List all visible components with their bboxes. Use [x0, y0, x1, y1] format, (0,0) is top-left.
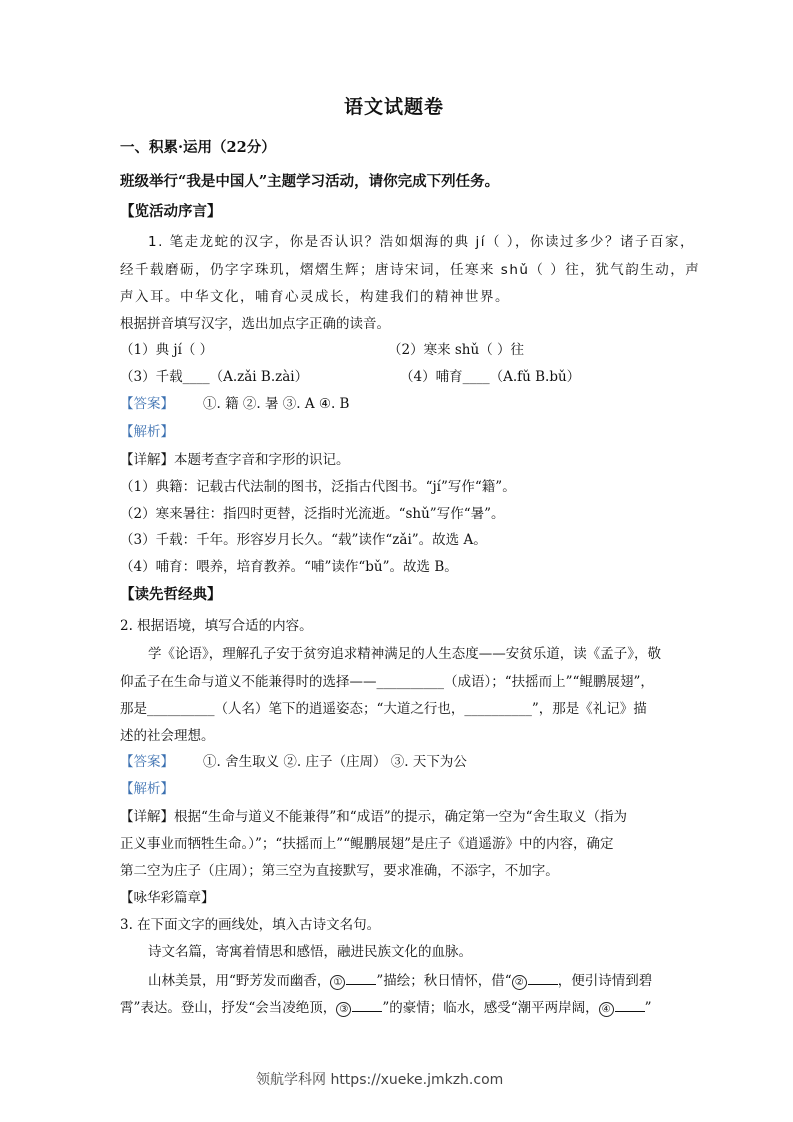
section-heading-1: 【览活动序言】	[120, 203, 222, 220]
answer-label: 【答案】	[120, 754, 174, 770]
question-item: （3）千载____（A.zǎi B.zài）	[120, 369, 309, 385]
blank-line	[615, 997, 645, 1012]
passage-line: 诗文名篇，寄寓着情思和感悟，融进民族文化的血脉。	[148, 944, 472, 960]
detail-line: 正义事业而牺牲生命。）”；“扶摇而上”“鲲鹏展翅”是庄子《逍遥游》中的内容，确定	[120, 836, 614, 852]
passage-text: ”	[644, 1000, 652, 1016]
passage-line: 学《论语》，理解孔子安于贫穷追求精神满足的人生态度——安贫乐道，读《孟子》，敬	[148, 646, 661, 662]
section-heading-3: 【咏华彩篇章】	[120, 890, 215, 906]
section-heading-2: 【读先哲经典】	[120, 586, 222, 603]
question-item: （1）典 jí（ ）	[120, 342, 214, 358]
blank-number: ①	[330, 975, 345, 990]
analysis-label: 【解析】	[120, 781, 174, 797]
answer-text: ①. 舍生取义 ②. 庄子（庄周） ③. 天下为公	[203, 754, 467, 770]
question: 3. 在下面文字的画线处，填入古诗文名句。	[120, 917, 381, 933]
detail-line: （1）典籍：记载古代法制的图书，泛指古代图书。“jí”写作“籍”。	[120, 479, 516, 495]
answer-label: 【答案】	[120, 396, 174, 412]
analysis-label: 【解析】	[120, 424, 174, 440]
blank-number: ③	[336, 1002, 351, 1017]
answer-text: ①. 籍 ②. 暑 ③. A ④. B	[203, 396, 350, 412]
question-item: （4）哺育____（A.fǔ B.bǔ）	[400, 369, 581, 385]
page-title: 语文试题卷	[344, 96, 445, 118]
passage-line: 仰孟子在生命与道义不能兼得时的选择——__________（成语）；“扶摇而上”“鲲鹏展翅”，	[120, 674, 654, 690]
blank-number: ④	[599, 1002, 614, 1017]
blank-line	[528, 970, 558, 985]
question: 2. 根据语境，填写合适的内容。	[120, 618, 313, 634]
footer-watermark: 领航学科网 https://xueke.jmkzh.com	[256, 1072, 504, 1088]
passage-line	[148, 970, 652, 990]
passage-line: 声入耳。中华文化，哺育心灵成长，构建我们的精神世界。	[120, 289, 510, 305]
part-heading: 一、积累·运用（22分）	[120, 139, 276, 156]
blank-number: ②	[512, 975, 527, 990]
detail-line: 【详解】本题考查字音和字形的识记。	[120, 452, 350, 468]
passage-text: ”描绘；秋日情怀，借“	[376, 973, 512, 989]
passage-text: ，便引诗情到碧	[557, 973, 653, 989]
blank-line	[346, 970, 376, 985]
detail-line: 第二空为庄子（庄周）；第三空为直接默写，要求准确，不添字，不加字。	[120, 863, 559, 879]
instruction: 根据拼音填写汉字，选出加点字正确的读音。	[120, 316, 390, 332]
question-item: （2）寒来 shǔ（ ）往	[388, 342, 524, 358]
passage-text: 霄”表达。登山，抒发“会当凌绝顶，	[120, 1000, 337, 1016]
blank-line	[352, 997, 382, 1012]
passage-line: 述的社会理想。	[120, 728, 215, 744]
passage-line	[120, 997, 652, 1017]
passage-line: 那是__________（人名）笔下的逍遥姿态；“大道之行也，__________”，那是《礼记》描	[120, 701, 647, 717]
passage-line: 经千载磨砺，仍字字珠玑，熠熠生辉；唐诗宋词，任寒来 shǔ（ ）往，犹气韵生动，声	[120, 262, 701, 278]
passage-line: 1. 笔走龙蛇的汉字，你是否认识？浩如烟海的典 jí（ ），你读过多少？诸子百家，	[148, 234, 696, 250]
detail-line: 【详解】根据“生命与道义不能兼得”和“成语”的提示，确定第一空为“舍生取义（指为	[120, 809, 628, 825]
passage-text: 山林美景，用“野芳发而幽香，	[148, 973, 331, 989]
passage-text: ”的豪情；临水，感受“潮平两岸阔，	[382, 1000, 599, 1016]
detail-line: （4）哺育：喂养，培育教养。“哺”读作“bǔ”。故选 B。	[120, 559, 458, 575]
detail-line: （2）寒来暑往：指四时更替，泛指时光流逝。“shǔ”写作“暑”。	[120, 506, 505, 522]
part-intro: 班级举行“我是中国人”主题学习活动，请你完成下列任务。	[120, 173, 500, 190]
detail-line: （3）千载：千年。形容岁月长久。“载”读作“zǎi”。故选 A。	[120, 532, 487, 548]
